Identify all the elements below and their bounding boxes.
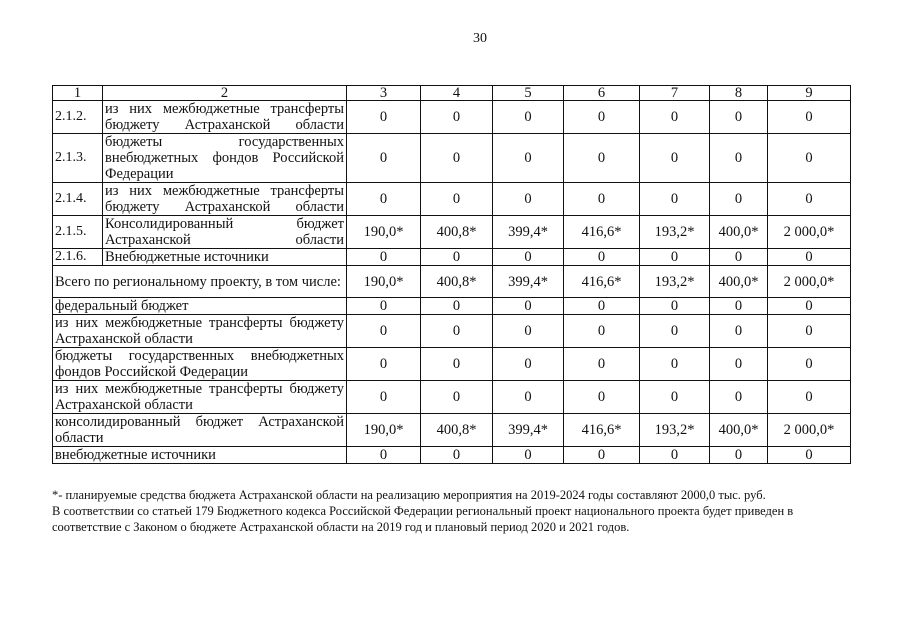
value-cell: 0 [564, 381, 640, 414]
header-cell: 6 [564, 86, 640, 101]
summary-name: Всего по региональному проекту, в том числе: [53, 266, 347, 298]
value-cell: 0 [347, 134, 421, 183]
value-cell: 0 [347, 298, 421, 315]
value-cell: 400,0* [710, 414, 768, 447]
value-cell: 0 [493, 249, 564, 266]
value-cell: 0 [640, 381, 710, 414]
row-code: 2.1.3. [53, 134, 103, 183]
row-name: Консолидированный бюджет Астраханской области [103, 216, 347, 249]
value-cell: 0 [710, 249, 768, 266]
value-cell: 0 [347, 447, 421, 464]
value-cell: 0 [347, 348, 421, 381]
value-cell: 0 [710, 447, 768, 464]
value-cell: 0 [421, 298, 493, 315]
row-name: Внебюджетные источники [103, 249, 347, 266]
value-cell: 0 [768, 101, 851, 134]
value-cell: 193,2* [640, 216, 710, 249]
statement: В соответствии со статьей 179 Бюджетного кодекса Российской Федерации региональный проект национального проекта будет приведен в соответствие с Законом о бюджете Астраханской области на 2019 год и плановый период 2020 и 2021 годов. [52, 504, 794, 534]
value-cell: 0 [564, 298, 640, 315]
value-cell: 416,6* [564, 266, 640, 298]
value-cell: 0 [347, 381, 421, 414]
footnote: *- планируемые средства бюджета Астраханской области на реализацию мероприятия на 2019-2024 годы составляют 2000,0 тыс. руб. [52, 488, 766, 502]
value-cell: 0 [768, 447, 851, 464]
header-cell: 5 [493, 86, 564, 101]
value-cell: 0 [710, 315, 768, 348]
value-cell: 0 [421, 134, 493, 183]
value-cell: 0 [564, 183, 640, 216]
summary-row [53, 348, 851, 381]
value-cell: 399,4* [493, 216, 564, 249]
header-cell: 8 [710, 86, 768, 101]
value-cell: 0 [710, 298, 768, 315]
summary-row [53, 315, 851, 348]
summary-name: федеральный бюджет [53, 298, 347, 315]
value-cell: 0 [768, 249, 851, 266]
header-cell: 3 [347, 86, 421, 101]
budget-table [52, 85, 851, 464]
value-cell: 0 [564, 101, 640, 134]
summary-row [53, 414, 851, 447]
value-cell: 0 [564, 348, 640, 381]
summary-row [53, 266, 851, 298]
value-cell: 0 [493, 183, 564, 216]
value-cell: 0 [564, 134, 640, 183]
value-cell: 0 [710, 183, 768, 216]
row-code: 2.1.2. [53, 101, 103, 134]
value-cell: 0 [421, 447, 493, 464]
value-cell: 399,4* [493, 266, 564, 298]
value-cell: 2 000,0* [768, 414, 851, 447]
value-cell: 400,8* [421, 414, 493, 447]
value-cell: 0 [640, 249, 710, 266]
value-cell: 0 [493, 134, 564, 183]
value-cell: 0 [564, 315, 640, 348]
value-cell: 0 [421, 101, 493, 134]
value-cell: 0 [347, 183, 421, 216]
value-cell: 0 [640, 298, 710, 315]
value-cell: 0 [421, 381, 493, 414]
value-cell: 0 [421, 183, 493, 216]
table-row [53, 249, 851, 266]
row-code: 2.1.4. [53, 183, 103, 216]
table-header-row [53, 86, 851, 101]
value-cell: 0 [768, 348, 851, 381]
value-cell: 0 [564, 447, 640, 464]
value-cell: 400,8* [421, 216, 493, 249]
value-cell: 0 [768, 315, 851, 348]
page-number: 30 [473, 31, 487, 46]
value-cell: 0 [493, 447, 564, 464]
value-cell: 0 [640, 183, 710, 216]
value-cell: 0 [564, 249, 640, 266]
value-cell: 0 [347, 315, 421, 348]
value-cell: 0 [710, 348, 768, 381]
value-cell: 0 [710, 134, 768, 183]
summary-name: внебюджетные источники [53, 447, 347, 464]
value-cell: 190,0* [347, 414, 421, 447]
row-name: бюджеты государственных внебюджетных фондов Российской Федерации [103, 134, 347, 183]
value-cell: 0 [768, 134, 851, 183]
row-code: 2.1.5. [53, 216, 103, 249]
value-cell: 0 [493, 315, 564, 348]
value-cell: 400,8* [421, 266, 493, 298]
header-cell: 1 [53, 86, 103, 101]
summary-name: из них межбюджетные трансферты бюджету Астраханской области [53, 315, 347, 348]
value-cell: 0 [421, 249, 493, 266]
value-cell: 0 [640, 134, 710, 183]
row-name: из них межбюджетные трансферты бюджету Астраханской области [103, 183, 347, 216]
value-cell: 0 [347, 101, 421, 134]
value-cell: 0 [768, 381, 851, 414]
summary-row [53, 381, 851, 414]
table-row [53, 101, 851, 134]
header-cell: 7 [640, 86, 710, 101]
value-cell: 2 000,0* [768, 266, 851, 298]
summary-name: консолидированный бюджет Астраханской области [53, 414, 347, 447]
value-cell: 0 [640, 447, 710, 464]
value-cell: 0 [640, 348, 710, 381]
value-cell: 2 000,0* [768, 216, 851, 249]
notes [52, 487, 858, 535]
row-code: 2.1.6. [53, 249, 103, 266]
summary-name: бюджеты государственных внебюджетных фондов Российской Федерации [53, 348, 347, 381]
table-row [53, 216, 851, 249]
value-cell: 0 [640, 315, 710, 348]
value-cell: 0 [421, 315, 493, 348]
value-cell: 193,2* [640, 414, 710, 447]
value-cell: 0 [347, 249, 421, 266]
table-row [53, 183, 851, 216]
summary-row [53, 298, 851, 315]
value-cell: 0 [421, 348, 493, 381]
value-cell: 190,0* [347, 216, 421, 249]
summary-name: из них межбюджетные трансферты бюджету Астраханской области [53, 381, 347, 414]
header-cell: 9 [768, 86, 851, 101]
row-name: из них межбюджетные трансферты бюджету Астраханской области [103, 101, 347, 134]
value-cell: 0 [640, 101, 710, 134]
value-cell: 416,6* [564, 414, 640, 447]
header-cell: 2 [103, 86, 347, 101]
summary-row [53, 447, 851, 464]
header-cell: 4 [421, 86, 493, 101]
table-body [53, 86, 851, 464]
value-cell: 0 [768, 298, 851, 315]
value-cell: 416,6* [564, 216, 640, 249]
value-cell: 0 [493, 381, 564, 414]
value-cell: 0 [768, 183, 851, 216]
value-cell: 399,4* [493, 414, 564, 447]
value-cell: 0 [710, 101, 768, 134]
value-cell: 0 [493, 348, 564, 381]
value-cell: 400,0* [710, 216, 768, 249]
table-row [53, 134, 851, 183]
value-cell: 0 [493, 298, 564, 315]
value-cell: 0 [493, 101, 564, 134]
value-cell: 0 [710, 381, 768, 414]
value-cell: 193,2* [640, 266, 710, 298]
value-cell: 190,0* [347, 266, 421, 298]
value-cell: 400,0* [710, 266, 768, 298]
